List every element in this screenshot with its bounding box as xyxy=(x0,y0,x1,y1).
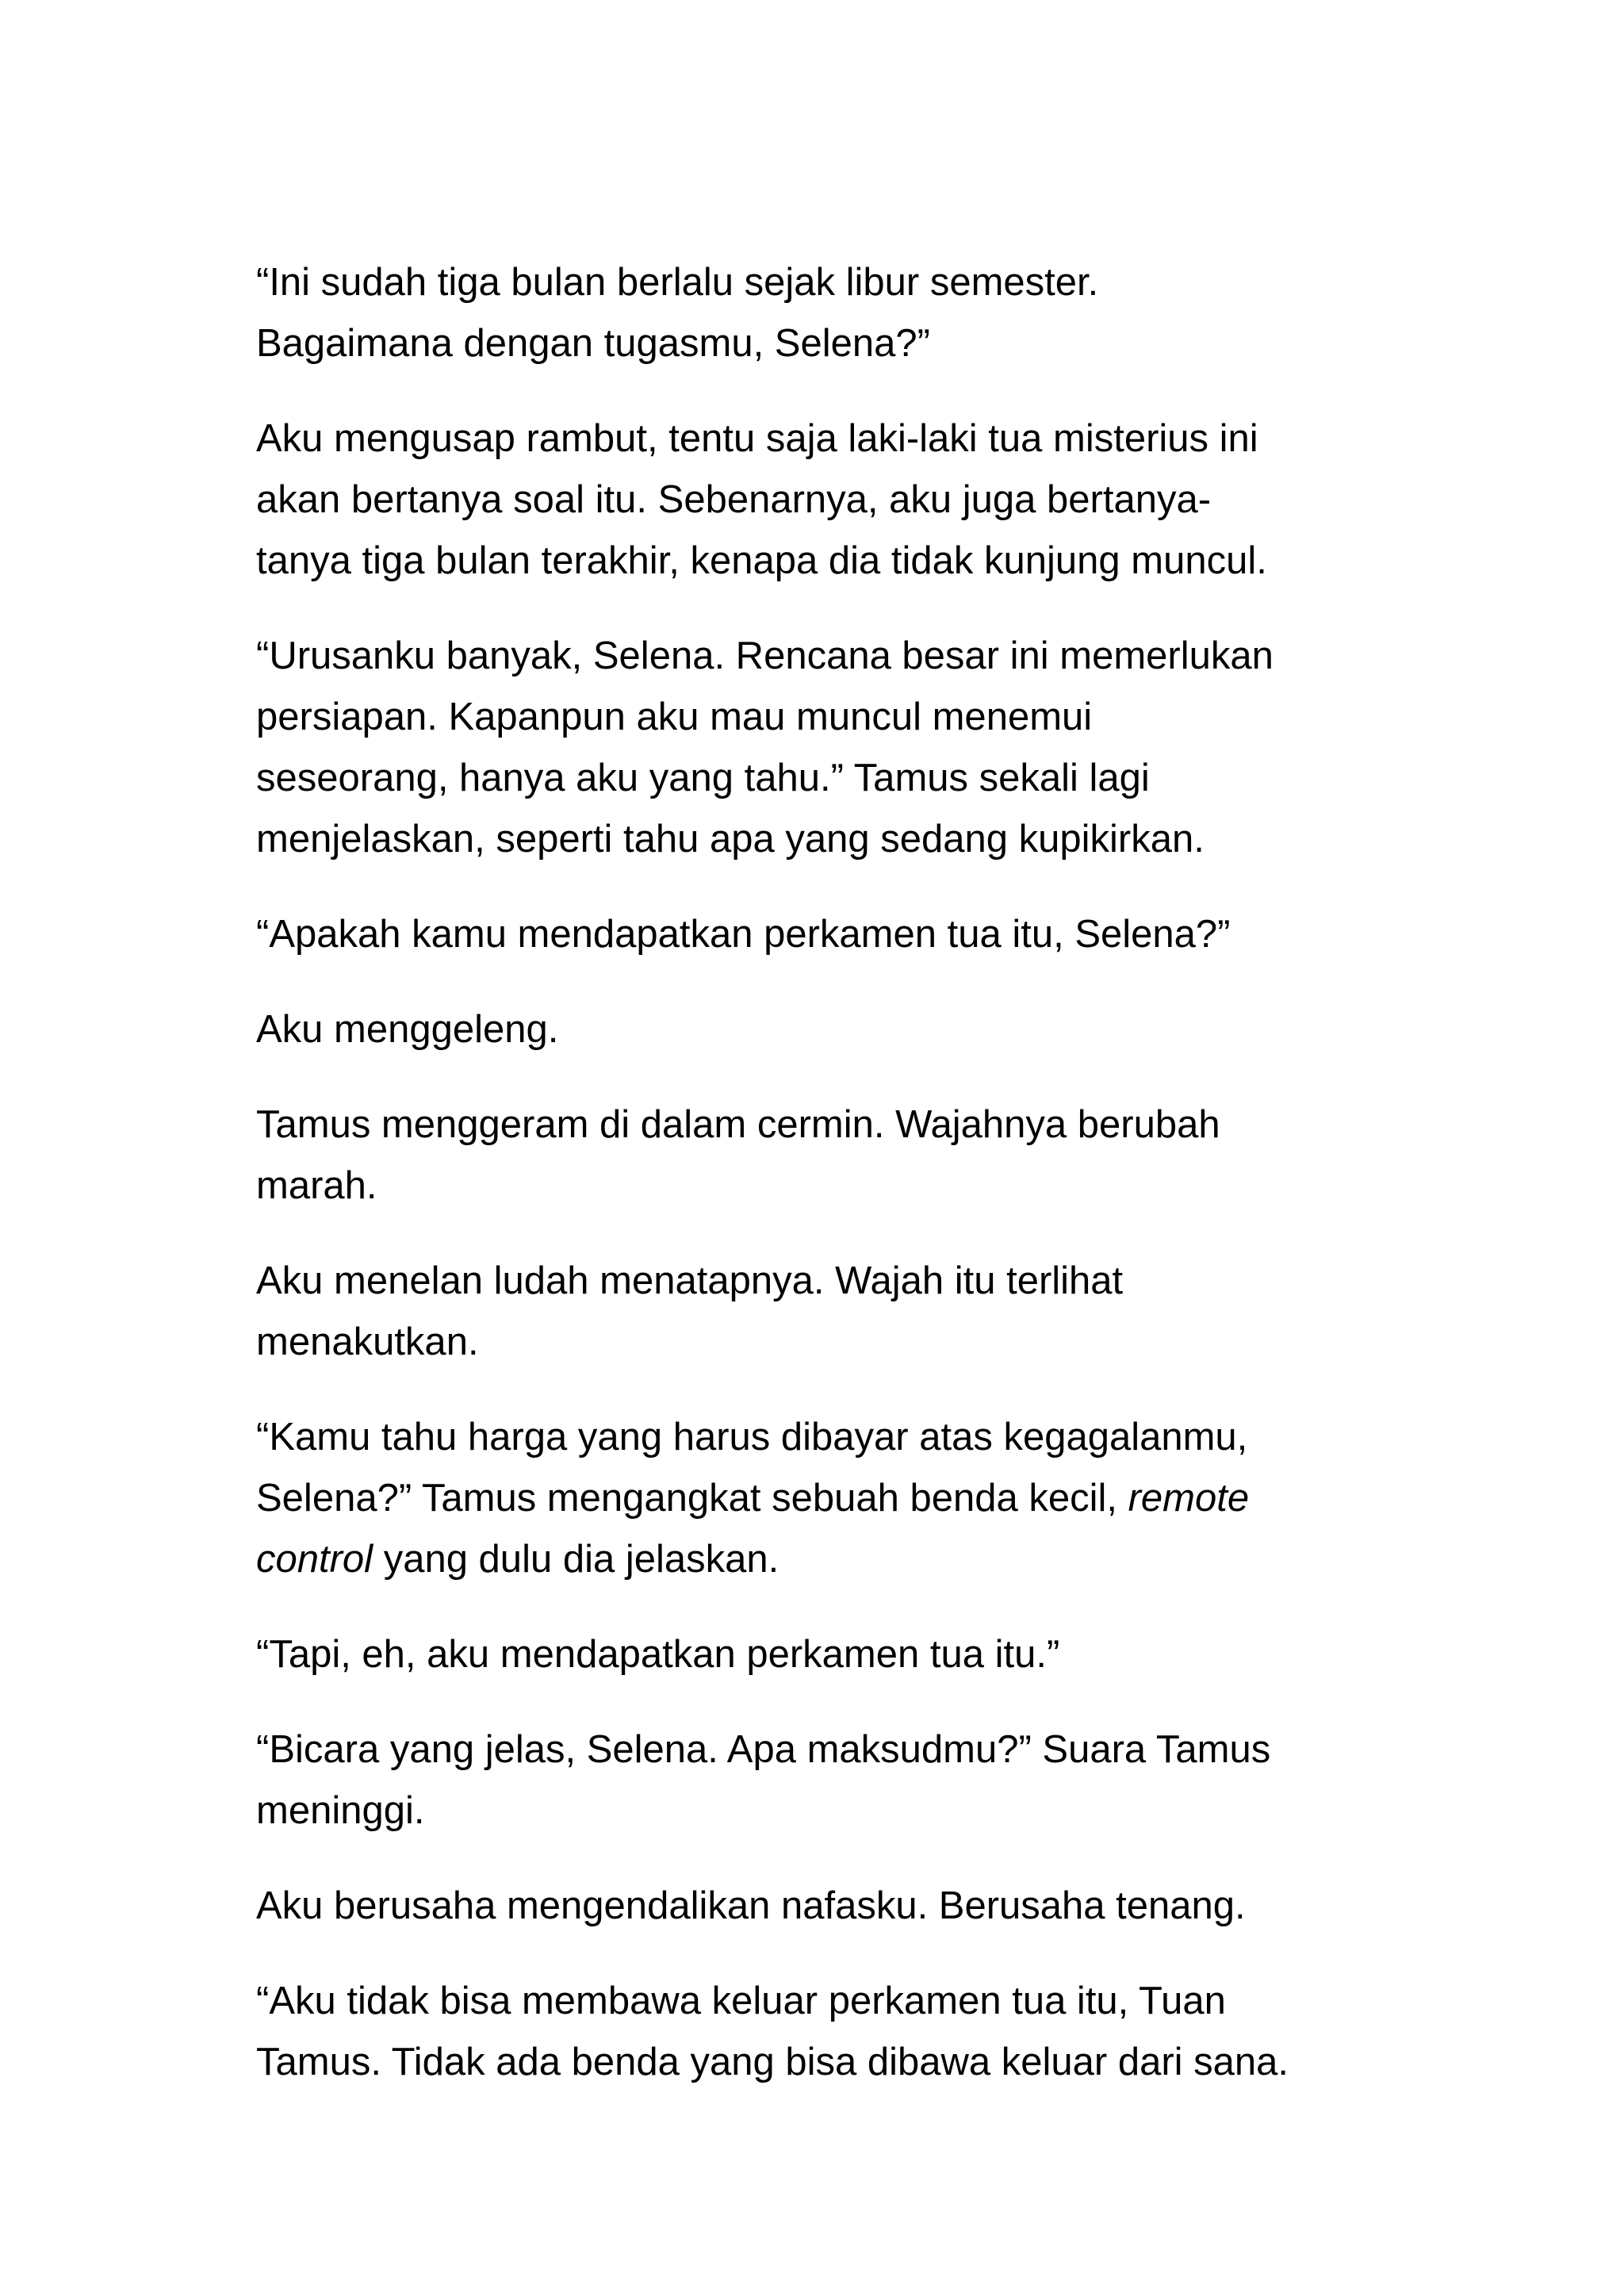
text-line: persiapan. Kapanpun aku mau muncul menemui xyxy=(256,696,1093,738)
text-line: “Ini sudah tiga bulan berlalu sejak libur semester. xyxy=(256,261,1099,304)
text-line: meninggi. xyxy=(256,1789,425,1832)
text-segment: Selena?” Tamus mengangkat sebuah benda kecil, xyxy=(256,1477,1128,1520)
text-line: “Aku tidak bisa membawa keluar perkamen tua itu, Tuan xyxy=(256,1980,1226,2022)
text-line: Aku mengusap rambut, tentu saja laki-laki tua misterius ini xyxy=(256,417,1258,460)
text-line: “Urusanku banyak, Selena. Rencana besar ini memerlukan xyxy=(256,634,1274,677)
text-line: tanya tiga bulan terakhir, kenapa dia tidak kunjung muncul. xyxy=(256,539,1267,582)
text-line: “Apakah kamu mendapatkan perkamen tua itu, Selena?” xyxy=(256,913,1231,956)
text-line: “Tapi, eh, aku mendapatkan perkamen tua itu.” xyxy=(256,1633,1060,1676)
text-line xyxy=(256,1529,1382,1590)
body-text xyxy=(256,252,1382,2127)
paragraph xyxy=(256,904,1382,965)
text-line: akan bertanya soal itu. Sebenarnya, aku juga bertanya- xyxy=(256,478,1212,521)
paragraph xyxy=(256,1407,1382,1590)
paragraph xyxy=(256,408,1382,592)
text-line: Aku menelan ludah menatapnya. Wajah itu terlihat xyxy=(256,1259,1124,1302)
text-line: Tamus menggeram di dalam cermin. Wajahnya berubah xyxy=(256,1103,1220,1146)
text-line: menakutkan. xyxy=(256,1320,479,1363)
text-line: Aku berusaha mengendalikan nafasku. Berusaha tenang. xyxy=(256,1884,1246,1927)
paragraph xyxy=(256,1094,1382,1217)
italic-term: remote xyxy=(1128,1477,1250,1520)
text-line: Tamus. Tidak ada benda yang bisa dibawa keluar dari sana. xyxy=(256,2041,1289,2083)
text-line: menjelaskan, seperti tahu apa yang sedang kupikirkan. xyxy=(256,818,1205,861)
text-line: marah. xyxy=(256,1164,377,1207)
paragraph xyxy=(256,1251,1382,1373)
paragraph xyxy=(256,1971,1382,2093)
paragraph xyxy=(256,252,1382,374)
text-line: “Kamu tahu harga yang harus dibayar atas kegagalanmu, xyxy=(256,1416,1248,1458)
paragraph xyxy=(256,1719,1382,1842)
text-line: Aku menggeleng. xyxy=(256,1008,559,1051)
paragraph xyxy=(256,1624,1382,1685)
text-line: seseorang, hanya aku yang tahu.” Tamus sekali lagi xyxy=(256,757,1150,799)
italic-term: control xyxy=(256,1538,373,1581)
text-line: Bagaimana dengan tugasmu, Selena?” xyxy=(256,322,930,365)
text-line: “Bicara yang jelas, Selena. Apa maksudmu?” Suara Tamus xyxy=(256,1728,1271,1771)
text-line xyxy=(256,1468,1382,1529)
paragraph xyxy=(256,999,1382,1060)
paragraph xyxy=(256,1876,1382,1937)
text-segment: yang dulu dia jelaskan. xyxy=(373,1538,779,1581)
paragraph xyxy=(256,626,1382,870)
